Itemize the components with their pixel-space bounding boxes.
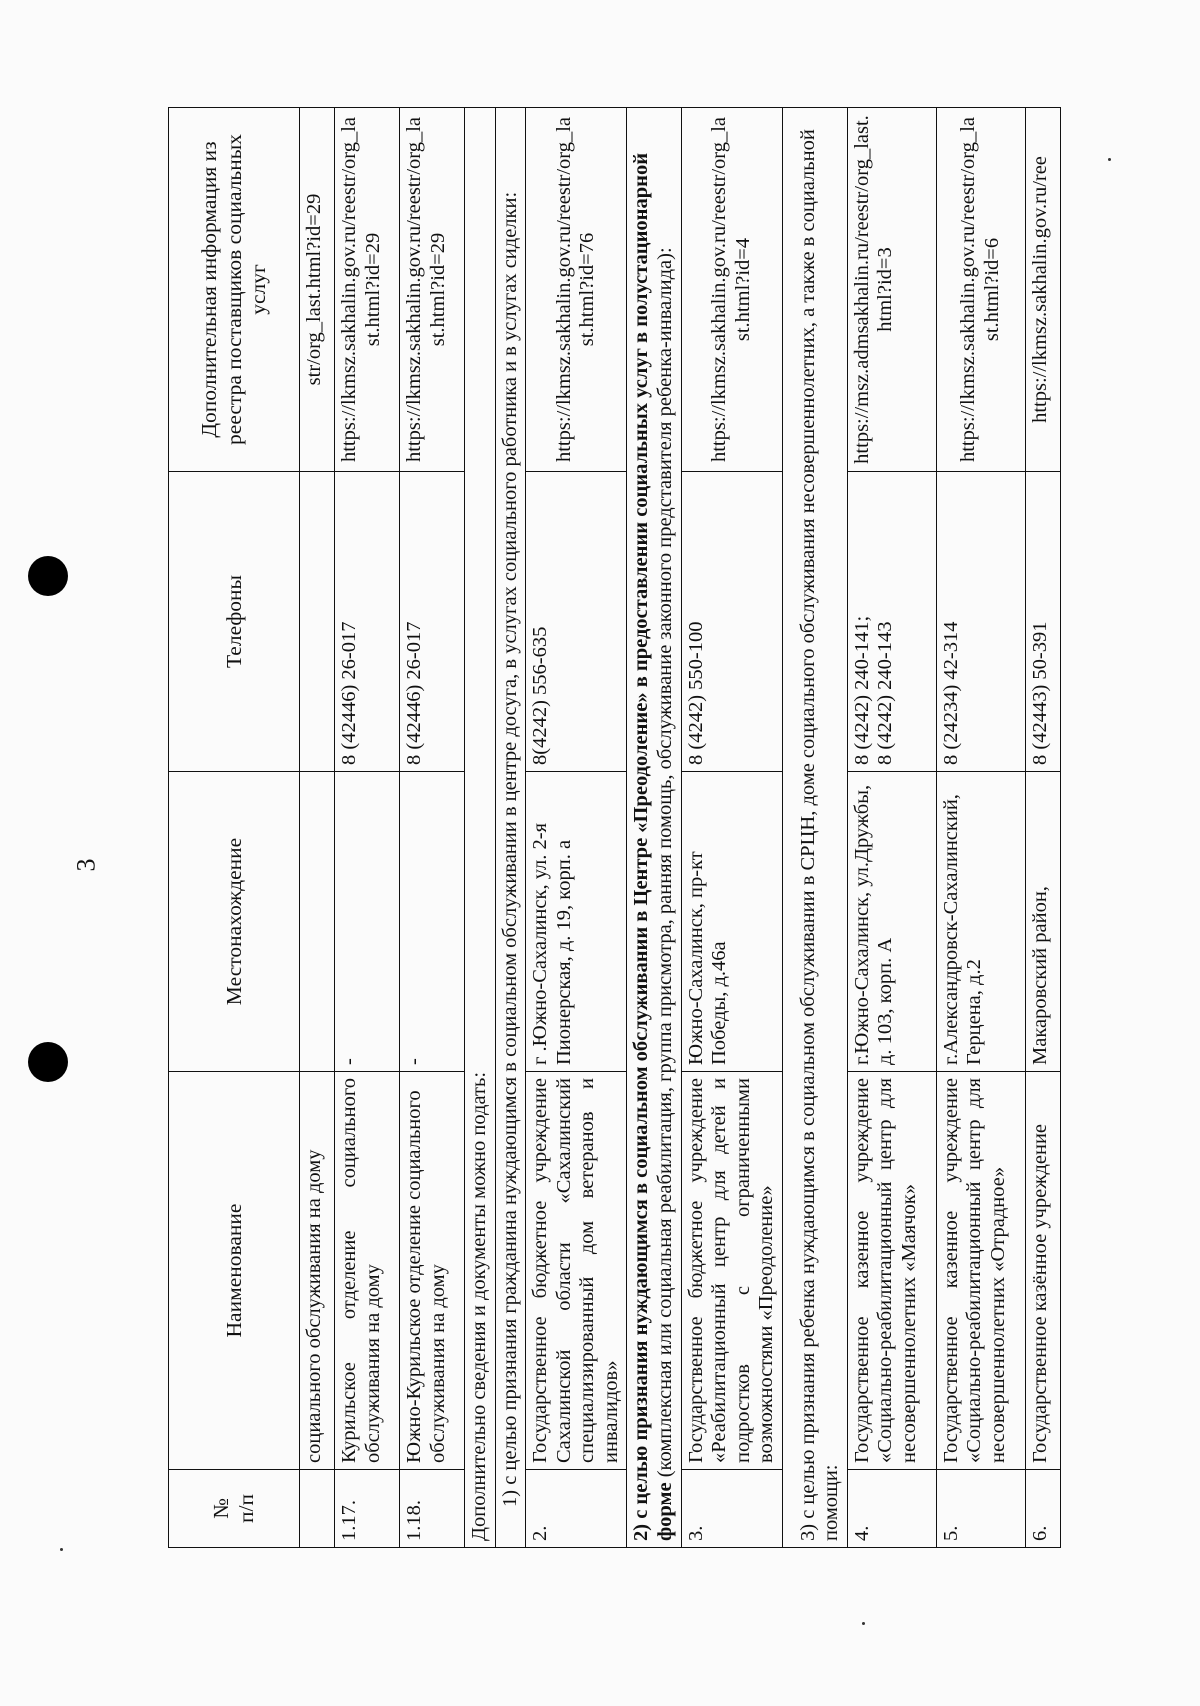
row-phones: 8(4242) 556-635 [526,472,627,772]
row-num: 5. [936,1470,1025,1548]
row-name: социального обслуживания на дому [300,1072,335,1470]
table-row [400,108,465,1548]
row-location: Южно-Сахалинск, пр-кт Победы, д.46а [681,772,782,1072]
row-extra-link[interactable]: https://lkmsz.sakhalin.gov.ru/reestr/org_last.html?id=76 [526,108,627,472]
table-row [526,108,627,1548]
row-num [300,1470,335,1548]
table-row [681,108,782,1548]
section-1-title: 1) с целью признания гражданина нуждающимся в социальном обслуживании в центре досуга, в услугах социального работника и в услугах сиделки: [495,108,526,1548]
row-location: г.Южно-Сахалинск, ул.Дружбы, д. 103, корп. А [847,772,936,1072]
row-extra-link[interactable]: https://lkmsz.sakhalin.gov.ru/reestr/org_last.html?id=29 [335,108,400,472]
row-name: Курильское отделение социального обслуживания на дому [335,1072,400,1470]
punch-hole [28,1042,68,1082]
row-location: - [335,772,400,1072]
row-phones [300,472,335,772]
row-location [300,772,335,1072]
header-extra-info: Дополнительная информация из реестра поставщиков социальных услуг [169,108,300,472]
row-phones: 8 (42443) 50-391 [1025,472,1060,772]
section-row [627,108,681,1548]
header-location: Местонахождение [169,772,300,1072]
row-name: Государственное бюджетное учреждение Сахалинской области «Сахалинский специализированный дом ветеранов и инвалидов» [526,1072,627,1470]
row-name: Государственное бюджетное учреждение «Реабилитационный центр для детей и подростков с ограниченными возможностями «Преодоление» [681,1072,782,1470]
row-location: г.Александровск-Сахалинский, Герцена, д.2 [936,772,1025,1072]
section-3-title: 3) с целью признания ребенка нуждающимся в социальном обслуживании в СРЦН, доме социального обслуживания несовершеннолетних, а также в социальной помощи: [782,108,847,1548]
row-name: Южно-Курильское отделение социального обслуживания на дому [400,1072,465,1470]
table-row [847,108,936,1548]
scan-speck [60,1548,63,1551]
row-phones: 8 (4242) 550-100 [681,472,782,772]
header-phones: Телефоны [169,472,300,772]
row-name: Государственное казенное учреждение «Социально-реабилитационный центр для несовершеннолетних «Отрадное» [936,1072,1025,1470]
row-extra-link[interactable]: str/org_last.html?id=29 [300,108,335,472]
row-phones: 8 (42446) 26-017 [400,472,465,772]
row-location: Макаровский район, [1025,772,1060,1072]
table-row [936,108,1025,1548]
row-extra-link[interactable]: https://lkmsz.sakhalin.gov.ru/reestr/org_last.html?id=4 [681,108,782,472]
intro-text: Дополнительно сведения и документы можно подать: [465,108,496,1548]
section-2 [627,108,681,1548]
row-location: - [400,772,465,1072]
punch-hole [28,556,68,596]
row-name: Государственное казенное учреждение «Социально-реабилитационный центр для несовершеннолетних «Маячок» [847,1072,936,1470]
table-row [300,108,335,1548]
header-name: Наименование [169,1072,300,1470]
row-phones: 8 (24234) 42-314 [936,472,1025,772]
table-row [1025,108,1060,1548]
row-phones: 8 (42446) 26-017 [335,472,400,772]
section-row [495,108,526,1548]
table-row [335,108,400,1548]
header-num: № п/п [169,1470,300,1548]
scan-speck [862,1622,865,1625]
row-name: Государственное казённое учреждение [1025,1072,1060,1470]
row-num: 2. [526,1470,627,1548]
row-extra-link[interactable]: https://lkmsz.sakhalin.gov.ru/reestr/org_last.html?id=6 [936,108,1025,472]
row-num: 1.17. [335,1470,400,1548]
row-num: 3. [681,1470,782,1548]
rotated-table-container [168,108,1116,1548]
row-num: 6. [1025,1470,1060,1548]
row-num: 1.18. [400,1470,465,1548]
intro-row [465,108,496,1548]
page-number: 3 [71,858,101,872]
row-phones: 8 (4242) 240-141; 8 (4242) 240-143 [847,472,936,772]
table-header-row [169,108,300,1548]
row-extra-link[interactable]: https://lkmsz.sakhalin.gov.ru/reestr/org_last.html?id=29 [400,108,465,472]
section-row [782,108,847,1548]
row-num: 4. [847,1470,936,1548]
row-extra-link[interactable]: https://lkmsz.sakhalin.gov.ru/ree [1025,108,1060,472]
row-location: г .Южно-Сахалинск, ул. 2-я Пионерская, д. 19, корп. а [526,772,627,1072]
section-2-title: 2) с целью признания нуждающимся в социальном обслуживании в Центре «Преодоление» в предоставлении социальных услуг в полустационарной форме [630,152,676,1541]
row-extra-link[interactable]: https://msz.admsakhalin.ru/reestr/org_last.html?id=3 [847,108,936,472]
providers-table [168,107,1061,1548]
section-2-body: (комплексная или социальная реабилитация, группа присмотра, ранняя помощь, обслуживание законного представителя ребенка-инвалида): [653,247,676,1483]
